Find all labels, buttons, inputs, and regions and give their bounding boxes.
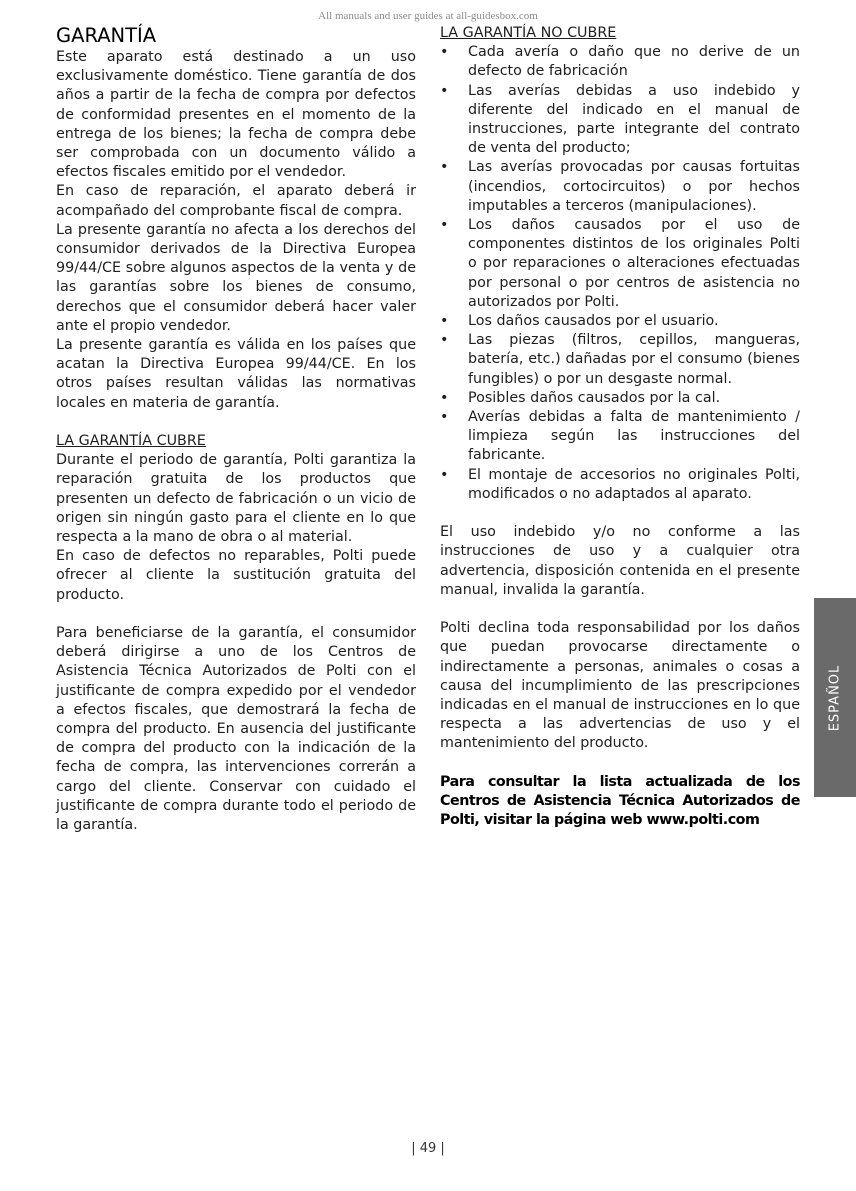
- bullet-icon: •: [440, 332, 449, 349]
- covers-paragraph: En caso de defectos no reparables, Polti puede ofrecer al cliente la sustitución gratuita del producto.: [56, 548, 416, 603]
- list-item-text: Posibles daños causados por la cal.: [468, 389, 721, 406]
- list-item-text: Cada avería o daño que no derive de un defecto de fabricación: [468, 44, 800, 80]
- list-item-text: Las averías provocadas por causas fortuitas (incendios, cortocircuitos) o por hechos imputables a terceros (manipulaciones).: [468, 159, 800, 214]
- list-item-text: Las averías debidas a uso indebido y diferente del indicado en el manual de instrucciones, parte integrante del contrato de venta del producto;: [468, 82, 800, 157]
- misuse-paragraph: El uso indebido y/o no conforme a las instrucciones de uso y a cualquier otra advertencia, disposición contenida en el presente manual, invalida la garantía.: [440, 524, 800, 598]
- list-item: [440, 331, 800, 389]
- not-covered-heading: LA GARANTÍA NO CUBRE: [440, 25, 617, 41]
- list-item: [440, 43, 800, 81]
- bullet-icon: •: [440, 217, 449, 234]
- left-column: [56, 24, 416, 835]
- covers-heading: LA GARANTÍA CUBRE: [56, 433, 206, 450]
- bullet-icon: •: [440, 44, 449, 61]
- bullet-icon: •: [440, 409, 449, 426]
- language-tab: [814, 598, 856, 797]
- list-item: [440, 82, 800, 159]
- list-item: [440, 216, 800, 312]
- benefit-paragraph: Para beneficiarse de la garantía, el consumidor deberá dirigirse a uno de los Centros de Asistencia Técnica Autorizados de Polti con el justificante de compra expedido por el vendedor a efectos fiscales, que demostrará la fecha de compra del producto. En ausencia del justificante de compra del producto con la indicación de la fecha de compra, las intervenciones correrán a cargo del cliente. Conservar con cuidado el justificante de compra durante todo el periodo de la garantía.: [56, 625, 416, 834]
- list-item-text: El montaje de accesorios no originales Polti, modificados o no adaptados al aparato.: [468, 466, 800, 502]
- list-item: [440, 389, 800, 408]
- intro-paragraph: La presente garantía no afecta a los derechos del consumidor derivados de la Directiva Europea 99/44/CE sobre algunos aspectos de la venta y de las garantías sobre los bienes de consumo, derechos que el consumidor deberá hacer valer ante el propio vendedor.: [56, 221, 416, 334]
- disclaimer-paragraph: Polti declina toda responsabilidad por los daños que puedan provocarse directamente o indirectamente a personas, animales o cosas a causa del incumplimiento de las prescripciones indicadas en el manual de instrucciones en lo que respecta a las advertencias de uso y el mantenimiento del producto.: [440, 620, 800, 752]
- intro-paragraph: Este aparato está destinado a un uso exclusivamente doméstico. Tiene garantía de dos años a partir de la fecha de compra por defectos de conformidad presentes en el momento de la entrega de los bienes; la fecha de compra debe ser comprobada con un documento válido a efectos fiscales emitido por el vendedor.: [56, 49, 416, 181]
- bullet-icon: •: [440, 159, 449, 176]
- list-item: [440, 466, 800, 504]
- service-centers-note: Para consultar la lista actualizada de los Centros de Asistencia Técnica Autorizados de Polti, visitar la página web www.polti.com: [440, 773, 800, 829]
- bullet-icon: •: [440, 389, 449, 406]
- list-item-text: Los daños causados por el usuario.: [468, 313, 719, 330]
- list-item: [440, 408, 800, 466]
- intro-paragraph: La presente garantía es válida en los países que acatan la Directiva Europea 99/44/CE. En los otros países resultan válidas las normativas locales en materia de garantía.: [56, 337, 416, 411]
- bullet-icon: •: [440, 466, 449, 483]
- bullet-icon: •: [440, 82, 449, 99]
- watermark: All manuals and user guides at all-guidesbox.com: [318, 10, 538, 22]
- language-tab-label: ESPAÑOL: [827, 664, 843, 731]
- list-item-text: Averías debidas a falta de mantenimiento / limpieza según las instrucciones del fabricante.: [468, 409, 800, 464]
- list-item: [440, 312, 800, 331]
- page-title: GARANTÍA: [56, 24, 157, 47]
- covers-paragraph: Durante el periodo de garantía, Polti garantiza la reparación gratuita de los productos que presenten un defecto de fabricación o un vicio de origen sin ningún gasto para el cliente en lo que respecta a la mano de obra o al material.: [56, 452, 416, 546]
- list-item: [440, 158, 800, 216]
- not-covered-list: [440, 43, 800, 504]
- right-column: [440, 24, 800, 830]
- list-item-text: Los daños causados por el uso de componentes distintos de los originales Polti o por reparaciones o alteraciones efectuadas por personal o por centros de asistencia no autorizados por Polti.: [468, 217, 800, 310]
- page-number: | 49 |: [411, 1141, 445, 1156]
- bullet-icon: •: [440, 313, 449, 330]
- intro-paragraph: En caso de reparación, el aparato deberá ir acompañado del comprobante fiscal de compra.: [56, 183, 416, 219]
- list-item-text: Las piezas (filtros, cepillos, mangueras, batería, etc.) dañadas por el consumo (bienes fungibles) o por un desgaste normal.: [468, 332, 800, 387]
